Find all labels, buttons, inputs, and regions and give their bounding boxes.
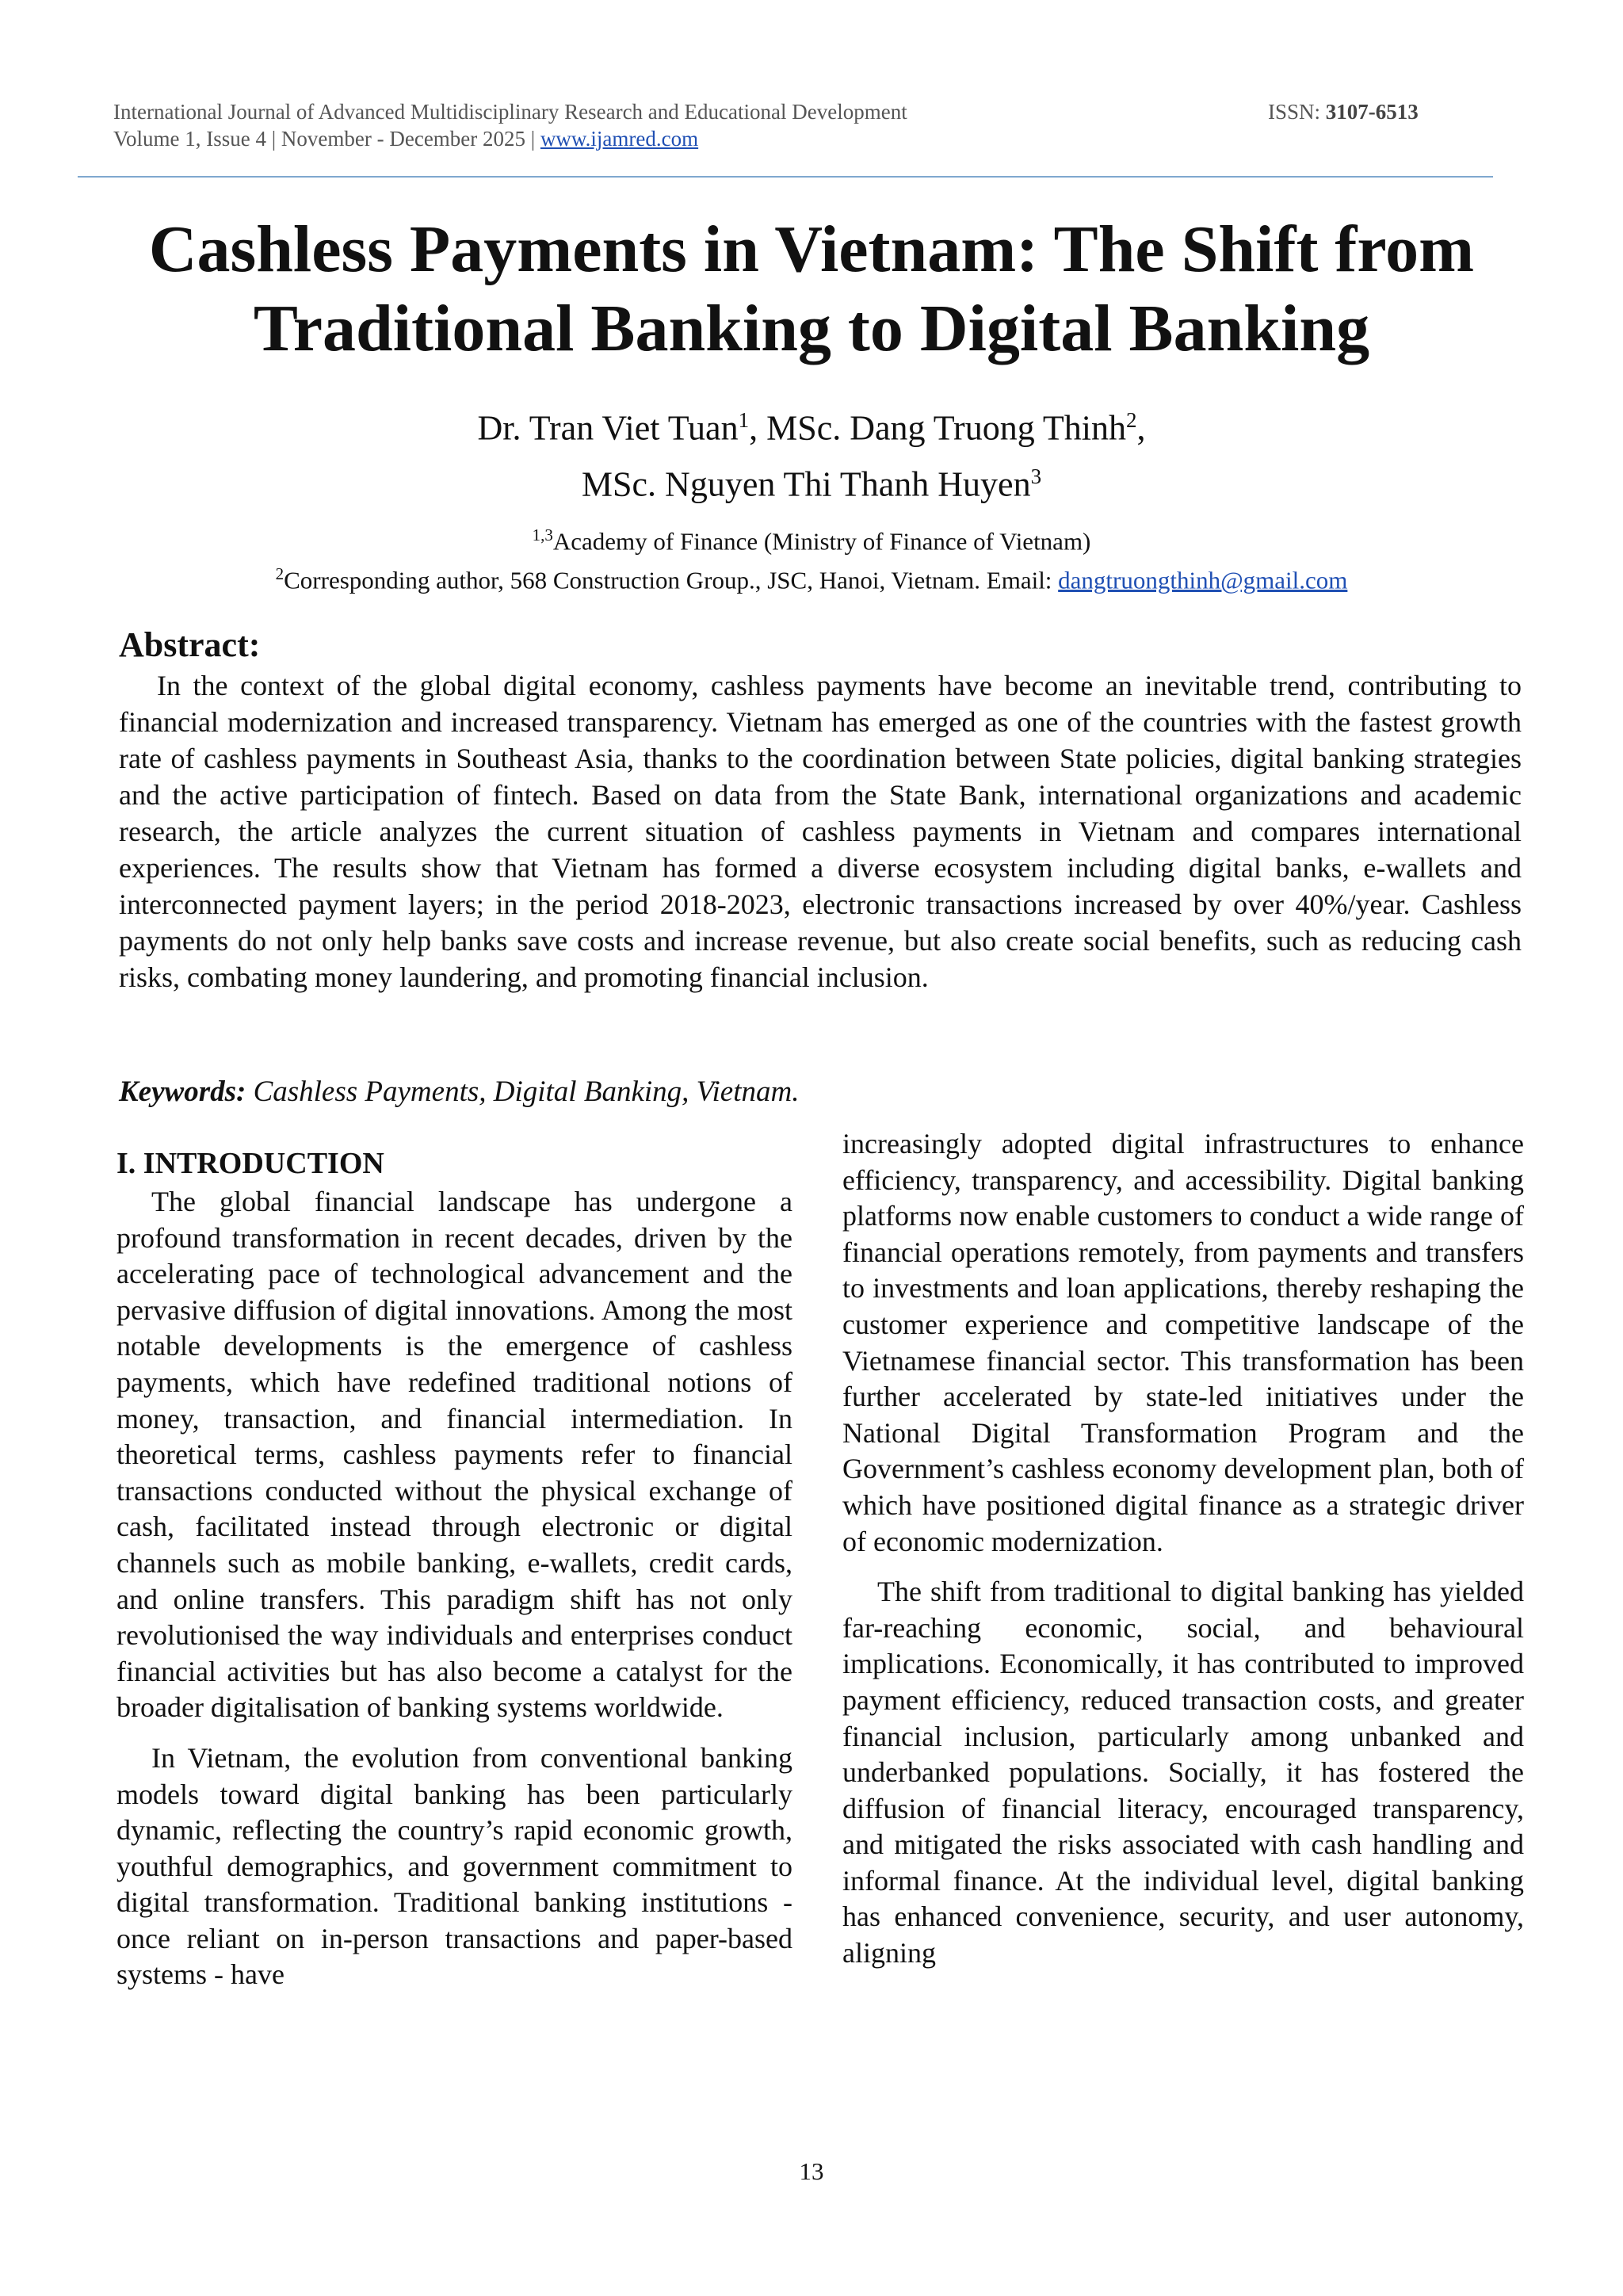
affiliation-superscript: 1,3 bbox=[532, 525, 553, 544]
author-list bbox=[79, 396, 1544, 508]
header-divider bbox=[78, 176, 1493, 178]
section-heading: I. INTRODUCTION bbox=[116, 1147, 384, 1180]
author-name: MSc. Nguyen Thi Thanh Huyen bbox=[581, 464, 1031, 504]
body-column-left bbox=[116, 1143, 792, 2008]
affiliation bbox=[79, 519, 1544, 557]
volume-issue: Volume 1, Issue 4 | November - December 2025 | bbox=[113, 127, 536, 151]
paper-title: Cashless Payments in Vietnam: The Shift from Traditional Banking to Digital Banking bbox=[148, 212, 1475, 365]
corresponding-email-link[interactable]: dangtruongthinh@gmail.com bbox=[1058, 566, 1348, 594]
keywords-label: Keywords: bbox=[119, 1075, 246, 1108]
affiliation-superscript: 2 bbox=[275, 564, 285, 583]
keywords-text: Cashless Payments, Digital Banking, Vietnam. bbox=[246, 1075, 800, 1108]
affiliation-text: Academy of Finance (Ministry of Finance of Vietnam) bbox=[552, 527, 1091, 556]
issn bbox=[1268, 98, 1419, 125]
author-name: Dr. Tran Viet Tuan bbox=[477, 408, 739, 448]
issn-label: ISSN: bbox=[1268, 100, 1321, 124]
page-number: 13 bbox=[799, 2157, 824, 2185]
author-separator: , bbox=[1136, 408, 1146, 448]
volume-issue-line bbox=[113, 125, 907, 152]
running-header bbox=[113, 98, 907, 152]
affiliation bbox=[79, 558, 1544, 596]
author-line-1 bbox=[79, 396, 1544, 453]
body-paragraph: increasingly adopted digital infrastructures to enhance efficiency, transparency, and accessibility. Digital banking platforms now enable customers to conduct a wide range of financial operations remotely, from payments and transfers to investments and loan applications, thereby reshaping the customer experience and competitive landscape of the Vietnamese financial sector. This transformation has been further accelerated by state-led initiatives under the National Digital Transformation Program and the Government’s cashless economy development plan, both of which have positioned digital finance as a strategic driver of economic modernization. bbox=[842, 1128, 1524, 1557]
author-separator: , bbox=[749, 408, 767, 448]
journal-website-link[interactable]: www.ijamred.com bbox=[540, 127, 699, 151]
author-line-2 bbox=[79, 453, 1544, 509]
abstract-heading: Abstract: bbox=[119, 625, 261, 664]
author-superscript: 3 bbox=[1030, 464, 1042, 488]
author-superscript: 1 bbox=[738, 408, 750, 432]
affiliation-text: Corresponding author, 568 Construction Group., JSC, Hanoi, Vietnam. Email: bbox=[284, 566, 1059, 594]
author-superscript: 2 bbox=[1126, 408, 1137, 432]
issn-value: 3107-6513 bbox=[1325, 100, 1419, 124]
body-column-right bbox=[842, 1126, 1524, 1986]
body-paragraph: The shift from traditional to digital banking has yielded far-reaching economic, social, and behavioural implications. Economically, it has contributed to improved payment efficiency, reduced transaction costs, and greater financial inclusion, particularly among unbanked and underbanked populations. Socially, it has fostered the diffusion of financial literacy, encouraged transparency, and mitigated the risks associated with cash handling and informal finance. At the individual level, digital banking has enhanced convenience, security, and user autonomy, aligning bbox=[842, 1576, 1524, 1969]
body-paragraph: In Vietnam, the evolution from conventional banking models toward digital banking has been particularly dynamic, reflecting the country’s rapid economic growth, youthful demographics, and government commitment to digital transformation. Traditional banking institutions - once reliant on in-person transactions and paper-based systems - have bbox=[116, 1741, 792, 1991]
keywords bbox=[119, 1074, 799, 1110]
body-paragraph: The global financial landscape has undergone a profound transformation in recent decades, driven by the accelerating pace of technological advancement and the pervasive diffusion of digital innovations. Among the most notable developments is the emergence of cashless payments, which have redefined traditional notions of money, transaction, and financial intermediation. In theoretical terms, cashless payments refer to financial transactions conducted without the physical exchange of cash, facilitated instead through electronic or digital channels such as mobile banking, e-wallets, credit cards, and online transfers. This paradigm shift has not only revolutionised the way individuals and enterprises conduct financial activities but has also become a catalyst for the broader digitalisation of banking systems worldwide. bbox=[116, 1186, 792, 1724]
abstract-text: In the context of the global digital economy, cashless payments have become an inevitable trend, contributing to financial modernization and increased transparency. Vietnam has emerged as one of the countries with the fastest growth rate of cashless payments in Southeast Asia, thanks to the coordination between State policies, digital banking strategies and the active participation of fintech. Based on data from the State Bank, international organizations and academic research, the article analyzes the current situation of cashless payments in Vietnam and compares international experiences. The results show that Vietnam has formed a diverse ecosystem including digital banks, e-wallets and interconnected payment layers; in the period 2018-2023, electronic transactions increased by over 40%/year. Cashless payments do not only help banks save costs and increase revenue, but also create social benefits, such as reducing cash risks, combating money laundering, and promoting financial inclusion. bbox=[119, 670, 1522, 993]
author-name: MSc. Dang Truong Thinh bbox=[766, 408, 1127, 448]
journal-name: International Journal of Advanced Multidisciplinary Research and Educational Development bbox=[113, 100, 907, 124]
